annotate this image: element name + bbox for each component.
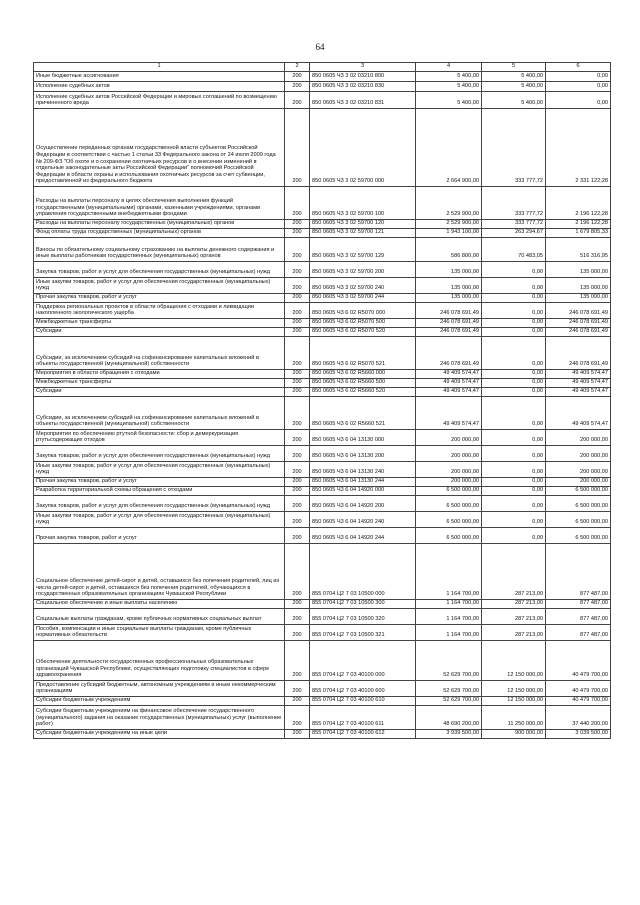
row-name-cell: Пособия, компенсации и иные социальные выплаты гражданам, кроме публичных нормативных обязательств [34,625,285,641]
row-executed-cell: 0,00 [482,487,546,496]
header-cell: 2 [285,63,310,72]
row-executed-cell: 0,00 [482,370,546,379]
row-unexecuted-cell: 135 000,00 [546,278,611,294]
row-approved-cell: 200 000,00 [416,430,482,446]
row-approved-cell: 246 078 691,49 [416,319,482,328]
table-row [34,319,611,328]
table-row [34,303,611,319]
row-classification-cell: 850 0605 Ч3 6 04 13130 244 [310,478,416,487]
row-code-cell: 200 [285,303,310,319]
table-row [34,229,611,238]
row-unexecuted-cell: 246 078 691,49 [546,337,611,370]
row-name-cell: Расходы на выплаты персоналу государственных (муниципальных) органов [34,220,285,229]
row-executed-cell: 0,00 [482,278,546,294]
row-unexecuted-cell: 49 409 574,47 [546,397,611,430]
row-code-cell: 200 [285,294,310,303]
row-executed-cell: 0,00 [482,319,546,328]
row-code-cell: 200 [285,706,310,730]
row-code-cell: 200 [285,528,310,544]
row-unexecuted-cell: 200 000,00 [546,478,611,487]
row-classification-cell: 850 0605 Ч3 3 02 59700 120 [310,220,416,229]
row-executed-cell: 5 400,00 [482,82,546,92]
row-name-cell: Социальное обеспечение и иные выплаты населению [34,600,285,609]
row-classification-cell: 850 0605 Ч3 6 02 R5070 520 [310,328,416,337]
row-name-cell: Субсидии [34,388,285,397]
row-code-cell: 200 [285,430,310,446]
header-cell: 1 [34,63,285,72]
row-name-cell: Субсидии бюджетным учреждениям на финансовое обеспечение государственного (муниципального) задания на оказание государственных (муниципальных) услуг (выполнение работ) [34,706,285,730]
row-executed-cell: 0,00 [482,337,546,370]
row-approved-cell: 49 409 574,47 [416,388,482,397]
row-code-cell: 200 [285,328,310,337]
table-row [34,462,611,478]
row-approved-cell: 52 629 700,00 [416,697,482,706]
row-unexecuted-cell: 3 039 500,00 [546,730,611,739]
row-approved-cell: 1 943 100,00 [416,229,482,238]
row-approved-cell: 200 000,00 [416,478,482,487]
row-name-cell: Прочая закупка товаров, работ и услуг [34,294,285,303]
row-code-cell: 200 [285,262,310,278]
row-approved-cell: 2 529 900,00 [416,187,482,220]
row-name-cell: Исполнение судебных актов Российской Федерации и мировых соглашений по возмещению причиненного вреда [34,92,285,109]
row-unexecuted-cell: 0,00 [546,92,611,109]
row-name-cell: Межбюджетные трансферты [34,319,285,328]
row-name-cell: Закупка товаров, работ и услуг для обеспечения государственных (муниципальных) нужд [34,446,285,462]
row-code-cell: 200 [285,229,310,238]
row-code-cell: 200 [285,600,310,609]
row-name-cell: Иные закупки товаров, работ и услуг для обеспечения государственных (муниципальных) нужд [34,512,285,528]
row-classification-cell: 850 0605 Ч3 3 02 59700 200 [310,262,416,278]
row-unexecuted-cell: 877 487,00 [546,544,611,600]
row-executed-cell: 0,00 [482,328,546,337]
row-executed-cell: 0,00 [482,388,546,397]
row-unexecuted-cell: 0,00 [546,72,611,82]
table-row [34,681,611,697]
row-unexecuted-cell: 6 500 000,00 [546,512,611,528]
row-approved-cell: 49 409 574,47 [416,397,482,430]
row-code-cell: 200 [285,681,310,697]
row-code-cell: 200 [285,238,310,262]
row-name-cell: Прочая закупка товаров, работ и услуг [34,528,285,544]
row-unexecuted-cell: 877 487,00 [546,600,611,609]
row-unexecuted-cell: 877 487,00 [546,625,611,641]
row-unexecuted-cell: 40 479 700,00 [546,697,611,706]
row-executed-cell: 287 213,00 [482,544,546,600]
row-classification-cell: 855 0704 Ц2 7 03 40100 610 [310,697,416,706]
row-classification-cell: 850 0605 Ч3 3 02 03210 830 [310,82,416,92]
row-name-cell: Субсидии бюджетным учреждениям на иные цели [34,730,285,739]
row-name-cell: Расходы на выплаты персоналу в целях обеспечения выполнения функций государственными (муниципальными) органами, казенными учреждениями, органами управления государственными внебюджетными фондами [34,187,285,220]
table-row [34,278,611,294]
row-classification-cell: 850 0605 Ч3 6 02 R5660 521 [310,397,416,430]
row-classification-cell: 850 0605 Ч3 3 02 59700 240 [310,278,416,294]
row-classification-cell: 850 0605 Ч3 3 02 59700 129 [310,238,416,262]
row-name-cell: Предоставление субсидий бюджетным, автономным учреждениям и иным некоммерческим организациям [34,681,285,697]
row-classification-cell: 850 0605 Ч3 3 02 59700 000 [310,109,416,187]
table-row [34,397,611,430]
row-approved-cell: 246 078 691,49 [416,328,482,337]
row-classification-cell: 850 0605 Ч3 6 04 13130 240 [310,462,416,478]
row-code-cell: 200 [285,319,310,328]
row-unexecuted-cell: 200 000,00 [546,430,611,446]
table-row [34,187,611,220]
row-classification-cell: 850 0605 Ч3 3 02 59700 244 [310,294,416,303]
row-executed-cell: 0,00 [482,430,546,446]
row-unexecuted-cell: 2 196 122,28 [546,187,611,220]
row-approved-cell: 135 000,00 [416,294,482,303]
row-classification-cell: 850 0605 Ч3 6 02 R5660 520 [310,388,416,397]
row-executed-cell: 11 250 000,00 [482,706,546,730]
row-name-cell: Исполнение судебных актов [34,82,285,92]
row-executed-cell: 287 213,00 [482,600,546,609]
row-executed-cell: 12 150 000,00 [482,641,546,681]
row-code-cell: 200 [285,625,310,641]
row-name-cell: Мероприятия по обеспечению ртутной безопасности: сбор и демеркуризация ртутьсодержащих отходов [34,430,285,446]
row-code-cell: 200 [285,496,310,512]
row-code-cell: 200 [285,478,310,487]
row-classification-cell: 850 0605 Ч3 6 02 R5660 000 [310,370,416,379]
row-unexecuted-cell: 2 331 122,28 [546,109,611,187]
row-approved-cell: 1 164 700,00 [416,625,482,641]
row-name-cell: Разработка территориальной схемы обращения с отходами [34,487,285,496]
row-code-cell: 200 [285,641,310,681]
row-approved-cell: 49 409 574,47 [416,370,482,379]
row-approved-cell: 6 500 000,00 [416,512,482,528]
row-code-cell: 200 [285,187,310,220]
row-approved-cell: 2 529 900,00 [416,220,482,229]
table-row [34,328,611,337]
row-approved-cell: 52 629 700,00 [416,641,482,681]
row-unexecuted-cell: 6 500 000,00 [546,496,611,512]
row-approved-cell: 586 800,00 [416,238,482,262]
row-approved-cell: 2 664 900,00 [416,109,482,187]
row-code-cell: 200 [285,446,310,462]
row-code-cell: 200 [285,697,310,706]
row-name-cell: Иные бюджетные ассигнования [34,72,285,82]
row-classification-cell: 855 0704 Ц2 7 03 40100 000 [310,641,416,681]
row-approved-cell: 1 164 700,00 [416,609,482,625]
table-row [34,544,611,600]
row-name-cell: Социальные выплаты гражданам, кроме публичных нормативных социальных выплат [34,609,285,625]
row-approved-cell: 200 000,00 [416,446,482,462]
table-row [34,82,611,92]
row-unexecuted-cell: 200 000,00 [546,446,611,462]
row-approved-cell: 246 078 691,49 [416,337,482,370]
row-unexecuted-cell: 6 500 000,00 [546,528,611,544]
row-classification-cell: 850 0605 Ч3 3 02 59700 100 [310,187,416,220]
row-classification-cell: 855 0704 Ц2 7 03 40100 600 [310,681,416,697]
row-name-cell: Субсидии [34,328,285,337]
row-code-cell: 200 [285,72,310,82]
row-executed-cell: 0,00 [482,262,546,278]
row-code-cell: 200 [285,388,310,397]
row-executed-cell: 0,00 [482,528,546,544]
row-unexecuted-cell: 246 078 691,49 [546,319,611,328]
row-executed-cell: 0,00 [482,512,546,528]
row-approved-cell: 6 500 000,00 [416,496,482,512]
row-name-cell: Закупка товаров, работ и услуг для обеспечения государственных (муниципальных) нужд [34,496,285,512]
row-unexecuted-cell: 516 316,95 [546,238,611,262]
row-name-cell: Субсидии, за исключением субсидий на софинансирование капитальных вложений в объекты государственной (муниципальной) собственности [34,397,285,430]
row-classification-cell: 850 0605 Ч3 3 02 03210 800 [310,72,416,82]
row-name-cell: Осуществление переданных органам государственной власти субъектов Российской Федерации в соответствии с частью 1 статьи 33 Федерального закона от 24 июля 2009 года № 209-ФЗ "Об охоте и о сохранении охотничьих ресурсов и о внесении изменений в отдельные законодательные акты Российской Федерации" полномочий Российской Федерации в области охраны и использования охотничьих ресурсов за счет субвенции, предоставленной из федерального бюджета [34,109,285,187]
row-executed-cell: 0,00 [482,397,546,430]
table-row [34,487,611,496]
row-classification-cell: 850 0605 Ч3 6 02 R5070 500 [310,319,416,328]
row-name-cell: Поддержка региональных проектов в области обращения с отходами и ликвидации накопленного экологического ущерба [34,303,285,319]
row-code-cell: 200 [285,109,310,187]
header-cell: 4 [416,63,482,72]
table-row [34,528,611,544]
row-approved-cell: 1 164 700,00 [416,600,482,609]
table-row [34,496,611,512]
table-row [34,262,611,278]
row-classification-cell: 850 0605 Ч3 6 02 R5070 521 [310,337,416,370]
row-classification-cell: 850 0605 Ч3 6 04 14920 244 [310,528,416,544]
table-row [34,706,611,730]
table-row [34,697,611,706]
row-name-cell: Закупка товаров, работ и услуг для обеспечения государственных (муниципальных) нужд [34,262,285,278]
table-row [34,478,611,487]
row-unexecuted-cell: 6 500 000,00 [546,487,611,496]
row-executed-cell: 0,00 [482,496,546,512]
table-row [34,388,611,397]
row-classification-cell: 855 0704 Ц2 7 03 10500 320 [310,609,416,625]
row-approved-cell: 246 078 691,49 [416,303,482,319]
row-executed-cell: 5 400,00 [482,92,546,109]
row-executed-cell: 12 150 000,00 [482,697,546,706]
budget-execution-table [33,62,611,739]
row-executed-cell: 12 150 000,00 [482,681,546,697]
table-row [34,730,611,739]
row-code-cell: 200 [285,220,310,229]
row-code-cell: 200 [285,487,310,496]
page-number: 64 [315,42,325,52]
row-code-cell: 200 [285,544,310,600]
row-name-cell: Субсидии бюджетным учреждениям [34,697,285,706]
row-classification-cell: 855 0704 Ц2 7 03 10500 300 [310,600,416,609]
table-row [34,92,611,109]
row-name-cell: Иные закупки товаров, работ и услуг для обеспечения государственных (муниципальных) нужд [34,278,285,294]
row-executed-cell: 0,00 [482,446,546,462]
header-cell: 5 [482,63,546,72]
row-approved-cell: 200 000,00 [416,462,482,478]
row-classification-cell: 850 0605 Ч3 6 04 14920 000 [310,487,416,496]
row-unexecuted-cell: 1 679 805,33 [546,229,611,238]
table-row [34,446,611,462]
row-code-cell: 200 [285,462,310,478]
table-row [34,512,611,528]
row-unexecuted-cell: 246 078 691,49 [546,303,611,319]
table-row [34,609,611,625]
table-row [34,220,611,229]
row-executed-cell: 70 483,05 [482,238,546,262]
header-cell: 3 [310,63,416,72]
table-row [34,641,611,681]
row-classification-cell: 850 0605 Ч3 6 04 13130 200 [310,446,416,462]
table-row [34,379,611,388]
table-row [34,430,611,446]
row-approved-cell: 6 500 000,00 [416,528,482,544]
row-executed-cell: 333 777,72 [482,220,546,229]
table-row [34,337,611,370]
row-classification-cell: 855 0704 Ц2 7 03 10500 321 [310,625,416,641]
row-name-cell: Обеспечение деятельности государственных профессиональных образовательных организаций Чувашской Республики, осуществляющих подготовку специалистов в сфере здравоохранения [34,641,285,681]
row-name-cell: Межбюджетные трансферты [34,379,285,388]
row-executed-cell: 287 213,00 [482,609,546,625]
row-unexecuted-cell: 135 000,00 [546,294,611,303]
row-classification-cell: 850 0605 Ч3 6 04 14920 200 [310,496,416,512]
table-row [34,109,611,187]
table-row [34,370,611,379]
row-unexecuted-cell: 200 000,00 [546,462,611,478]
row-executed-cell: 0,00 [482,303,546,319]
row-approved-cell: 5 400,00 [416,82,482,92]
row-executed-cell: 5 400,00 [482,72,546,82]
row-executed-cell: 333 777,72 [482,187,546,220]
row-name-cell: Прочая закупка товаров, работ и услуг [34,478,285,487]
row-approved-cell: 135 000,00 [416,262,482,278]
row-classification-cell: 855 0704 Ц2 7 03 10500 000 [310,544,416,600]
row-executed-cell: 0,00 [482,379,546,388]
row-code-cell: 200 [285,337,310,370]
row-approved-cell: 5 400,00 [416,92,482,109]
row-executed-cell: 0,00 [482,462,546,478]
table-row [34,238,611,262]
row-approved-cell: 48 690 200,00 [416,706,482,730]
row-executed-cell: 900 000,00 [482,730,546,739]
row-name-cell: Социальное обеспечение детей-сирот и детей, оставшихся без попечения родителей, лиц из числа детей-сирот и детей, оставшихся без попечения родителей, обучающихся в государственных образовательных организациях Чувашской Республики [34,544,285,600]
row-unexecuted-cell: 37 440 200,00 [546,706,611,730]
row-classification-cell: 850 0605 Ч3 3 02 03210 831 [310,92,416,109]
table-row [34,294,611,303]
row-approved-cell: 1 164 700,00 [416,544,482,600]
row-code-cell: 200 [285,730,310,739]
table-row [34,72,611,82]
row-unexecuted-cell: 49 409 574,47 [546,370,611,379]
row-name-cell: Фонд оплаты труда государственных (муниципальных) органов [34,229,285,238]
row-classification-cell: 850 0605 Ч3 6 02 R5070 000 [310,303,416,319]
row-classification-cell: 850 0605 Ч3 3 02 59700 121 [310,229,416,238]
row-name-cell: Субсидии, за исключением субсидий на софинансирование капитальных вложений в объекты государственной (муниципальной) собственности [34,337,285,370]
row-approved-cell: 135 000,00 [416,278,482,294]
row-classification-cell: 855 0704 Ц2 7 03 40100 612 [310,730,416,739]
row-approved-cell: 6 500 000,00 [416,487,482,496]
row-classification-cell: 855 0704 Ц2 7 03 40100 611 [310,706,416,730]
row-code-cell: 200 [285,82,310,92]
row-executed-cell: 0,00 [482,478,546,487]
header-cell: 6 [546,63,611,72]
row-code-cell: 200 [285,397,310,430]
table-header-row [34,63,611,72]
row-code-cell: 200 [285,609,310,625]
row-code-cell: 200 [285,512,310,528]
row-unexecuted-cell: 40 479 700,00 [546,641,611,681]
row-code-cell: 200 [285,370,310,379]
row-classification-cell: 850 0605 Ч3 6 02 R5660 500 [310,379,416,388]
row-code-cell: 200 [285,92,310,109]
row-executed-cell: 333 777,72 [482,109,546,187]
row-approved-cell: 5 400,00 [416,72,482,82]
row-name-cell: Мероприятия в области обращения с отходами [34,370,285,379]
row-classification-cell: 850 0605 Ч3 6 04 13130 000 [310,430,416,446]
row-executed-cell: 263 294,67 [482,229,546,238]
row-executed-cell: 287 213,00 [482,625,546,641]
row-name-cell: Взносы по обязательному социальному страхованию на выплаты денежного содержания и иные выплаты работникам государственных (муниципальных) органов [34,238,285,262]
row-executed-cell: 0,00 [482,294,546,303]
row-unexecuted-cell: 49 409 574,47 [546,379,611,388]
row-approved-cell: 52 629 700,00 [416,681,482,697]
row-approved-cell: 49 409 574,47 [416,379,482,388]
row-code-cell: 200 [285,379,310,388]
table-row [34,625,611,641]
row-code-cell: 200 [285,278,310,294]
row-classification-cell: 850 0605 Ч3 6 04 14920 240 [310,512,416,528]
row-unexecuted-cell: 49 409 574,47 [546,388,611,397]
row-unexecuted-cell: 135 000,00 [546,262,611,278]
row-unexecuted-cell: 0,00 [546,82,611,92]
row-unexecuted-cell: 2 196 122,28 [546,220,611,229]
row-name-cell: Иные закупки товаров, работ и услуг для обеспечения государственных (муниципальных) нужд [34,462,285,478]
row-approved-cell: 3 939 500,00 [416,730,482,739]
table-row [34,600,611,609]
row-unexecuted-cell: 246 078 691,49 [546,328,611,337]
row-unexecuted-cell: 877 487,00 [546,609,611,625]
row-unexecuted-cell: 40 479 700,00 [546,681,611,697]
